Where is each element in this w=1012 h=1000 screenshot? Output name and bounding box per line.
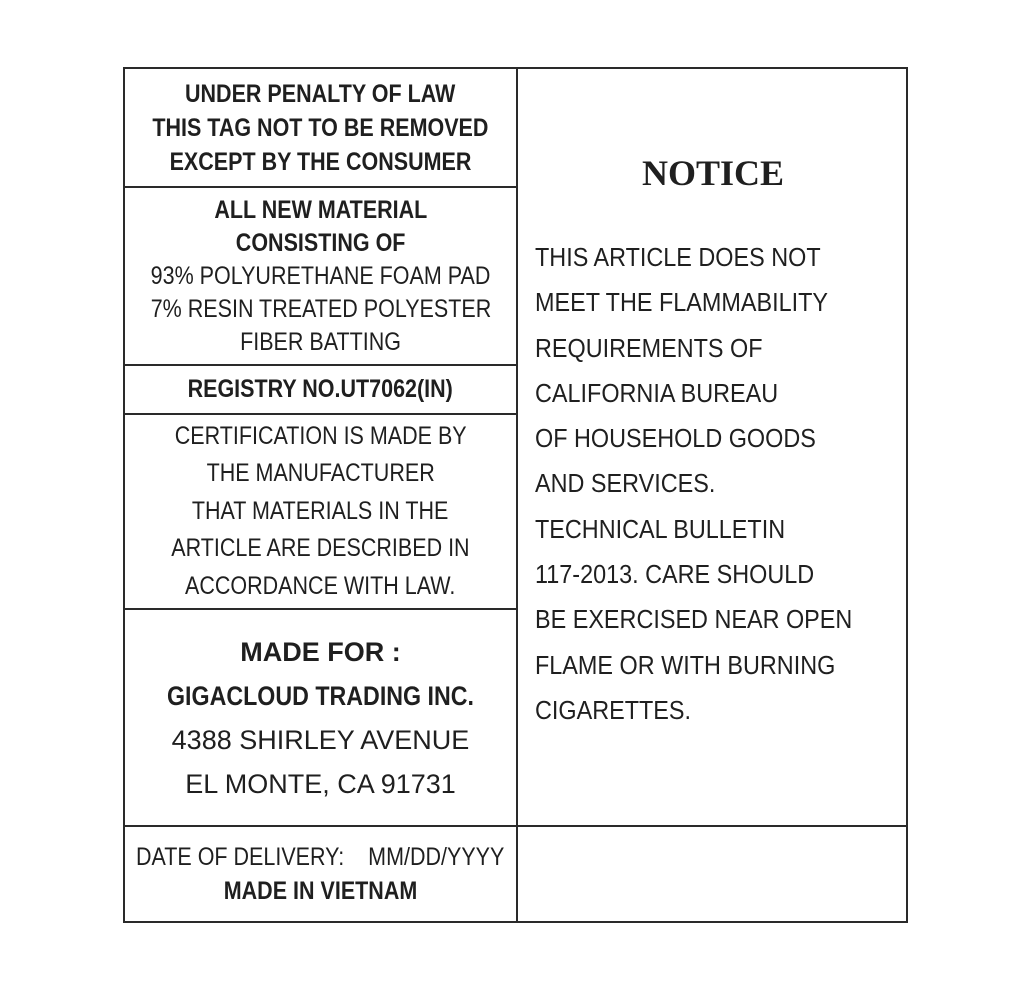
material-content-line: 93% POLYURETHANE FOAM PAD bbox=[150, 261, 491, 290]
notice-line: REQUIREMENTS OF bbox=[535, 332, 763, 363]
certification-line: CERTIFICATION IS MADE BY bbox=[174, 421, 467, 450]
notice-line: AND SERVICES. bbox=[535, 468, 716, 499]
address-line: 4388 SHIRLEY AVENUE bbox=[171, 724, 470, 755]
material-cell bbox=[125, 188, 516, 364]
notice-line: CALIFORNIA BUREAU bbox=[535, 377, 779, 408]
column-divider bbox=[516, 69, 518, 921]
law-tag-label bbox=[123, 67, 908, 923]
material-content-line: FIBER BATTING bbox=[240, 327, 401, 356]
made-in-country: MADE IN VIETNAM bbox=[223, 877, 418, 905]
penalty-line: UNDER PENALTY OF LAW bbox=[185, 79, 456, 108]
made-for-heading: MADE FOR : bbox=[240, 636, 401, 667]
certification-line: THE MANUFACTURER bbox=[206, 459, 435, 488]
address-line: EL MONTE, CA 91731 bbox=[185, 768, 456, 799]
certification-line: THAT MATERIALS IN THE bbox=[192, 496, 449, 525]
notice-line: TECHNICAL BULLETIN bbox=[535, 513, 786, 544]
penalty-line: EXCEPT BY THE CONSUMER bbox=[169, 147, 472, 176]
material-content-line: 7% RESIN TREATED POLYESTER bbox=[150, 294, 491, 323]
certification-cell bbox=[125, 415, 516, 608]
registry-number: REGISTRY NO.UT7062(IN) bbox=[187, 375, 454, 403]
notice-line: CIGARETTES. bbox=[535, 694, 692, 725]
notice-line: OF HOUSEHOLD GOODS bbox=[535, 423, 816, 454]
certification-line: ACCORDANCE WITH LAW. bbox=[185, 571, 456, 600]
company-name: GIGACLOUD TRADING INC. bbox=[166, 680, 475, 711]
notice-line: THIS ARTICLE DOES NOT bbox=[535, 242, 821, 272]
material-heading-line: ALL NEW MATERIAL bbox=[214, 195, 427, 224]
notice-line: 117-2013. CARE SHOULD bbox=[535, 559, 815, 590]
made-for-cell bbox=[125, 610, 516, 825]
notice-line: FLAME OR WITH BURNING bbox=[535, 649, 836, 680]
penalty-line: THIS TAG NOT TO BE REMOVED bbox=[152, 113, 489, 142]
delivery-date: DATE OF DELIVERY: MM/DD/YYYY bbox=[136, 843, 505, 871]
footer-empty-cell bbox=[518, 827, 906, 921]
notice-body bbox=[535, 235, 915, 733]
penalty-cell bbox=[125, 69, 516, 186]
footer-cell bbox=[125, 827, 516, 921]
notice-title: NOTICE bbox=[641, 153, 785, 193]
registry-cell bbox=[125, 366, 516, 413]
material-heading-line: CONSISTING OF bbox=[235, 228, 406, 257]
certification-line: ARTICLE ARE DESCRIBED IN bbox=[171, 534, 470, 563]
notice-line: BE EXERCISED NEAR OPEN bbox=[535, 604, 853, 635]
notice-line: MEET THE FLAMMABILITY bbox=[535, 287, 828, 318]
